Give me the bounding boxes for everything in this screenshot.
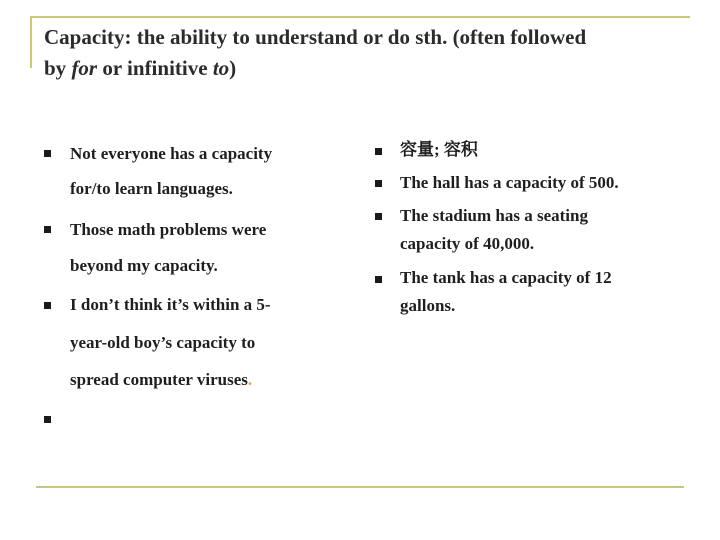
title-line-2-suffix: ) [229, 56, 237, 80]
left-item-3-line-3 [70, 370, 252, 390]
left-item-1-line-1: Not everyone has a capacity [70, 144, 273, 163]
frame-top-rule [30, 16, 690, 18]
right-item-3-line-1: The stadium has a seating [400, 206, 588, 225]
right-item-4-line-2: gallons. [400, 296, 456, 315]
bullet-marker [375, 148, 382, 155]
left-item-2-line-1: Those math problems were [70, 220, 267, 239]
bullet-marker [375, 213, 382, 220]
orange-period: . [247, 370, 253, 389]
title-line-2-mid: or infinitive [97, 56, 213, 80]
frame-left-rule [30, 16, 32, 68]
title-line-2-prefix: by [44, 56, 72, 80]
right-item-1-line-1: 容量; 容积 [400, 140, 478, 159]
left-item-1-line-2: for/to learn languages. [70, 179, 233, 198]
title-italic-to: to [212, 56, 230, 80]
left-item-2-line-2: beyond my capacity. [70, 256, 218, 275]
title-italic-for: for [71, 56, 98, 80]
right-item-3-line-2: capacity of 40,000. [400, 234, 535, 253]
left-item-3-line-1: I don’t think it’s within a 5- [70, 295, 271, 314]
bullet-marker [375, 276, 382, 283]
bullet-marker [44, 226, 51, 233]
left-item-3-line-3-text: spread computer viruses [70, 370, 248, 389]
bullet-marker-empty [44, 416, 51, 423]
left-item-3-line-2: year-old boy’s capacity to [70, 333, 256, 352]
right-item-2-line-1: The hall has a capacity of 500. [400, 173, 619, 192]
slide-title [44, 22, 684, 84]
title-line-1: Capacity: the ability to understand or do sth. (often followed [44, 25, 587, 49]
frame-bottom-rule [36, 486, 684, 488]
bullet-marker [375, 180, 382, 187]
bullet-marker [44, 302, 51, 309]
bullet-marker [44, 150, 51, 157]
right-item-4-line-1: The tank has a capacity of 12 [400, 268, 612, 287]
